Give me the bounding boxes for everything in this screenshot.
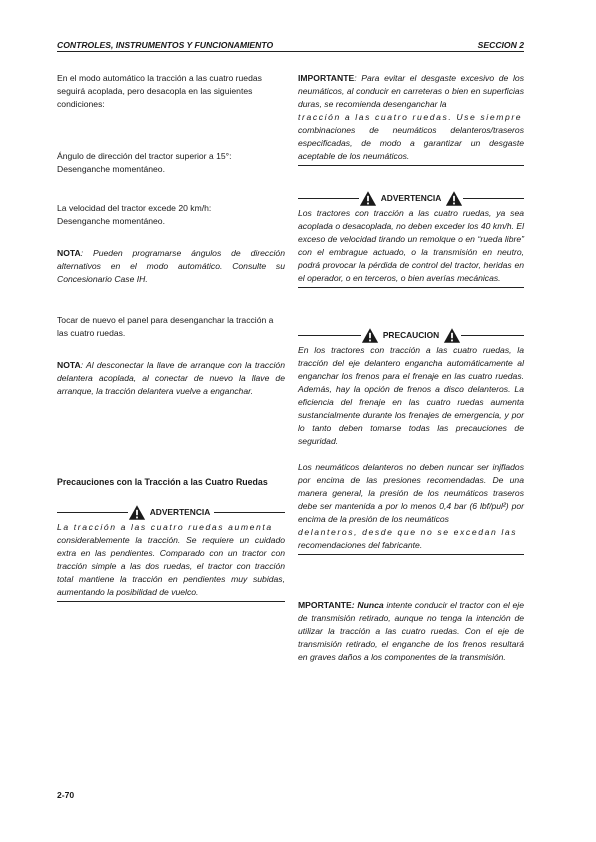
important-label: IMPORTANTE	[298, 73, 355, 83]
steering-angle-result: Desenganche momentáneo.	[57, 164, 165, 174]
page-number: 2-70	[57, 790, 75, 800]
section-heading: Precauciones con la Tracción a las Cuatro Ruedas	[57, 477, 268, 487]
note-label: NOTA	[57, 360, 81, 370]
warning-triangle-icon	[128, 504, 146, 521]
important-label: MPORTANTE	[298, 600, 352, 610]
paragraph-tap-panel: Tocar de nuevo el panel para desenganchar la tracción a las cuatro ruedas.	[57, 315, 274, 338]
paragraph-auto-mode: En el modo automático la tracción a las cuatro ruedas seguirá acoplada, pero desacopla en las siguientes condiciones:	[57, 73, 262, 109]
section-number: SECCION 2	[477, 40, 524, 50]
warning-signal-row	[298, 190, 524, 207]
caution-label: PRECAUCION	[382, 330, 440, 340]
important-tyre-wear: IMPORTANTE: Para evitar el desgaste excesivo de los neumáticos, al conducir en carreteras o bien en superficias duras, se recomienda desenganchar la tracción a las cuatro ruedas. Use siempre combinaciones de neumáticos delanteros/traseros especificadas, de modo a garantizar un desgaste aceptable de los neumáticos.	[298, 72, 524, 166]
warning-label: ADVERTENCIA	[380, 193, 442, 203]
warning-speed-block: Los tractores con tracción a las cuatro ruedas, ya sea acoplada o desacoplada, no deben exceder los 40 km/h. El exceso de velocidad tirando un remolque o en “rueda libre” con el embrague actuado, o la transmisión en neutro, podrá provocar la pérdida de control del tractor, heridas en el operador, o en terceros, o bien averías mecánicas.	[298, 207, 524, 288]
caution-signal-row	[298, 327, 524, 344]
steering-angle-line: Ángulo de dirección del tractor superior a 15°:	[57, 151, 232, 161]
warning-triangle-icon	[443, 327, 461, 344]
page-header	[57, 40, 524, 52]
warning-signal-row	[57, 504, 285, 521]
section-title: CONTROLES, INSTRUMENTOS Y FUNCIONAMIENTO	[57, 40, 274, 50]
important-drive-shaft: MPORTANTE: Nunca intente conducir el tractor con el eje de transmisión retirado, aunque no tenga la intención de utilizar la tracción a las cuatro ruedas. Con el eje de transmisión retirado, el enganche de los frenos resultará en graves daños a los componentes de la transmisión.	[298, 600, 524, 662]
note-label: NOTA	[57, 248, 81, 258]
warning-triangle-icon	[361, 327, 379, 344]
caution-brakes-block: En los tractores con tracción a las cuatro ruedas, la tracción del eje delantero engancha automáticamente al enganchar los frenos para el frenaje en las cuatro ruedas. Además, hay la opción de frenos a disco delanteros. La eficiencia del frenaje en las cuatro ruedas aumenta sustancialmente durante los frenajes de emergencia, y por lo tanto deben tomarse todas las precauciones de seguridad. Los neumáticos delanteros no deben nuncar ser injflados por encima de las presiones recomendadas. De una manera general, la presión de los neumáticos traseros debe ser mantenida a por lo menos 0,4 bar (6 lbf/pul²) por encima de la presión de los neumáticos delanteros, desde que no se excedan las recomendaciones del fabricante.	[298, 344, 524, 555]
speed-line: La velocidad del tractor excede 20 km/h:	[57, 203, 212, 213]
note-alt-angles: NOTA: Pueden programarse ángulos de dirección alternativos en el modo automático. Consulte su Concesionario Case IH.	[57, 248, 285, 284]
warning-label: ADVERTENCIA	[149, 507, 211, 517]
speed-result: Desenganche momentáneo.	[57, 216, 165, 226]
note-key-off: NOTA: Al desconectar la llave de arranque con la tracción delantera acoplada, al conectar de nuevo la llave de arranque, la tracción delantera vuelve a enganchar.	[57, 360, 285, 396]
left-column	[57, 72, 285, 602]
right-column	[298, 72, 524, 664]
warning-traction-block: La tracción a las cuatro ruedas aumenta considerablemente la tracción. Se requiere un cuidado extra en las pendientes. Comparado con un tractor con tracción simple a las dos ruedas, el tractor con tracción total mantiene la tracción en pendientes muy subidas, aumentando la posibilidad de vuelco.	[57, 521, 285, 602]
warning-triangle-icon	[359, 190, 377, 207]
warning-triangle-icon	[445, 190, 463, 207]
